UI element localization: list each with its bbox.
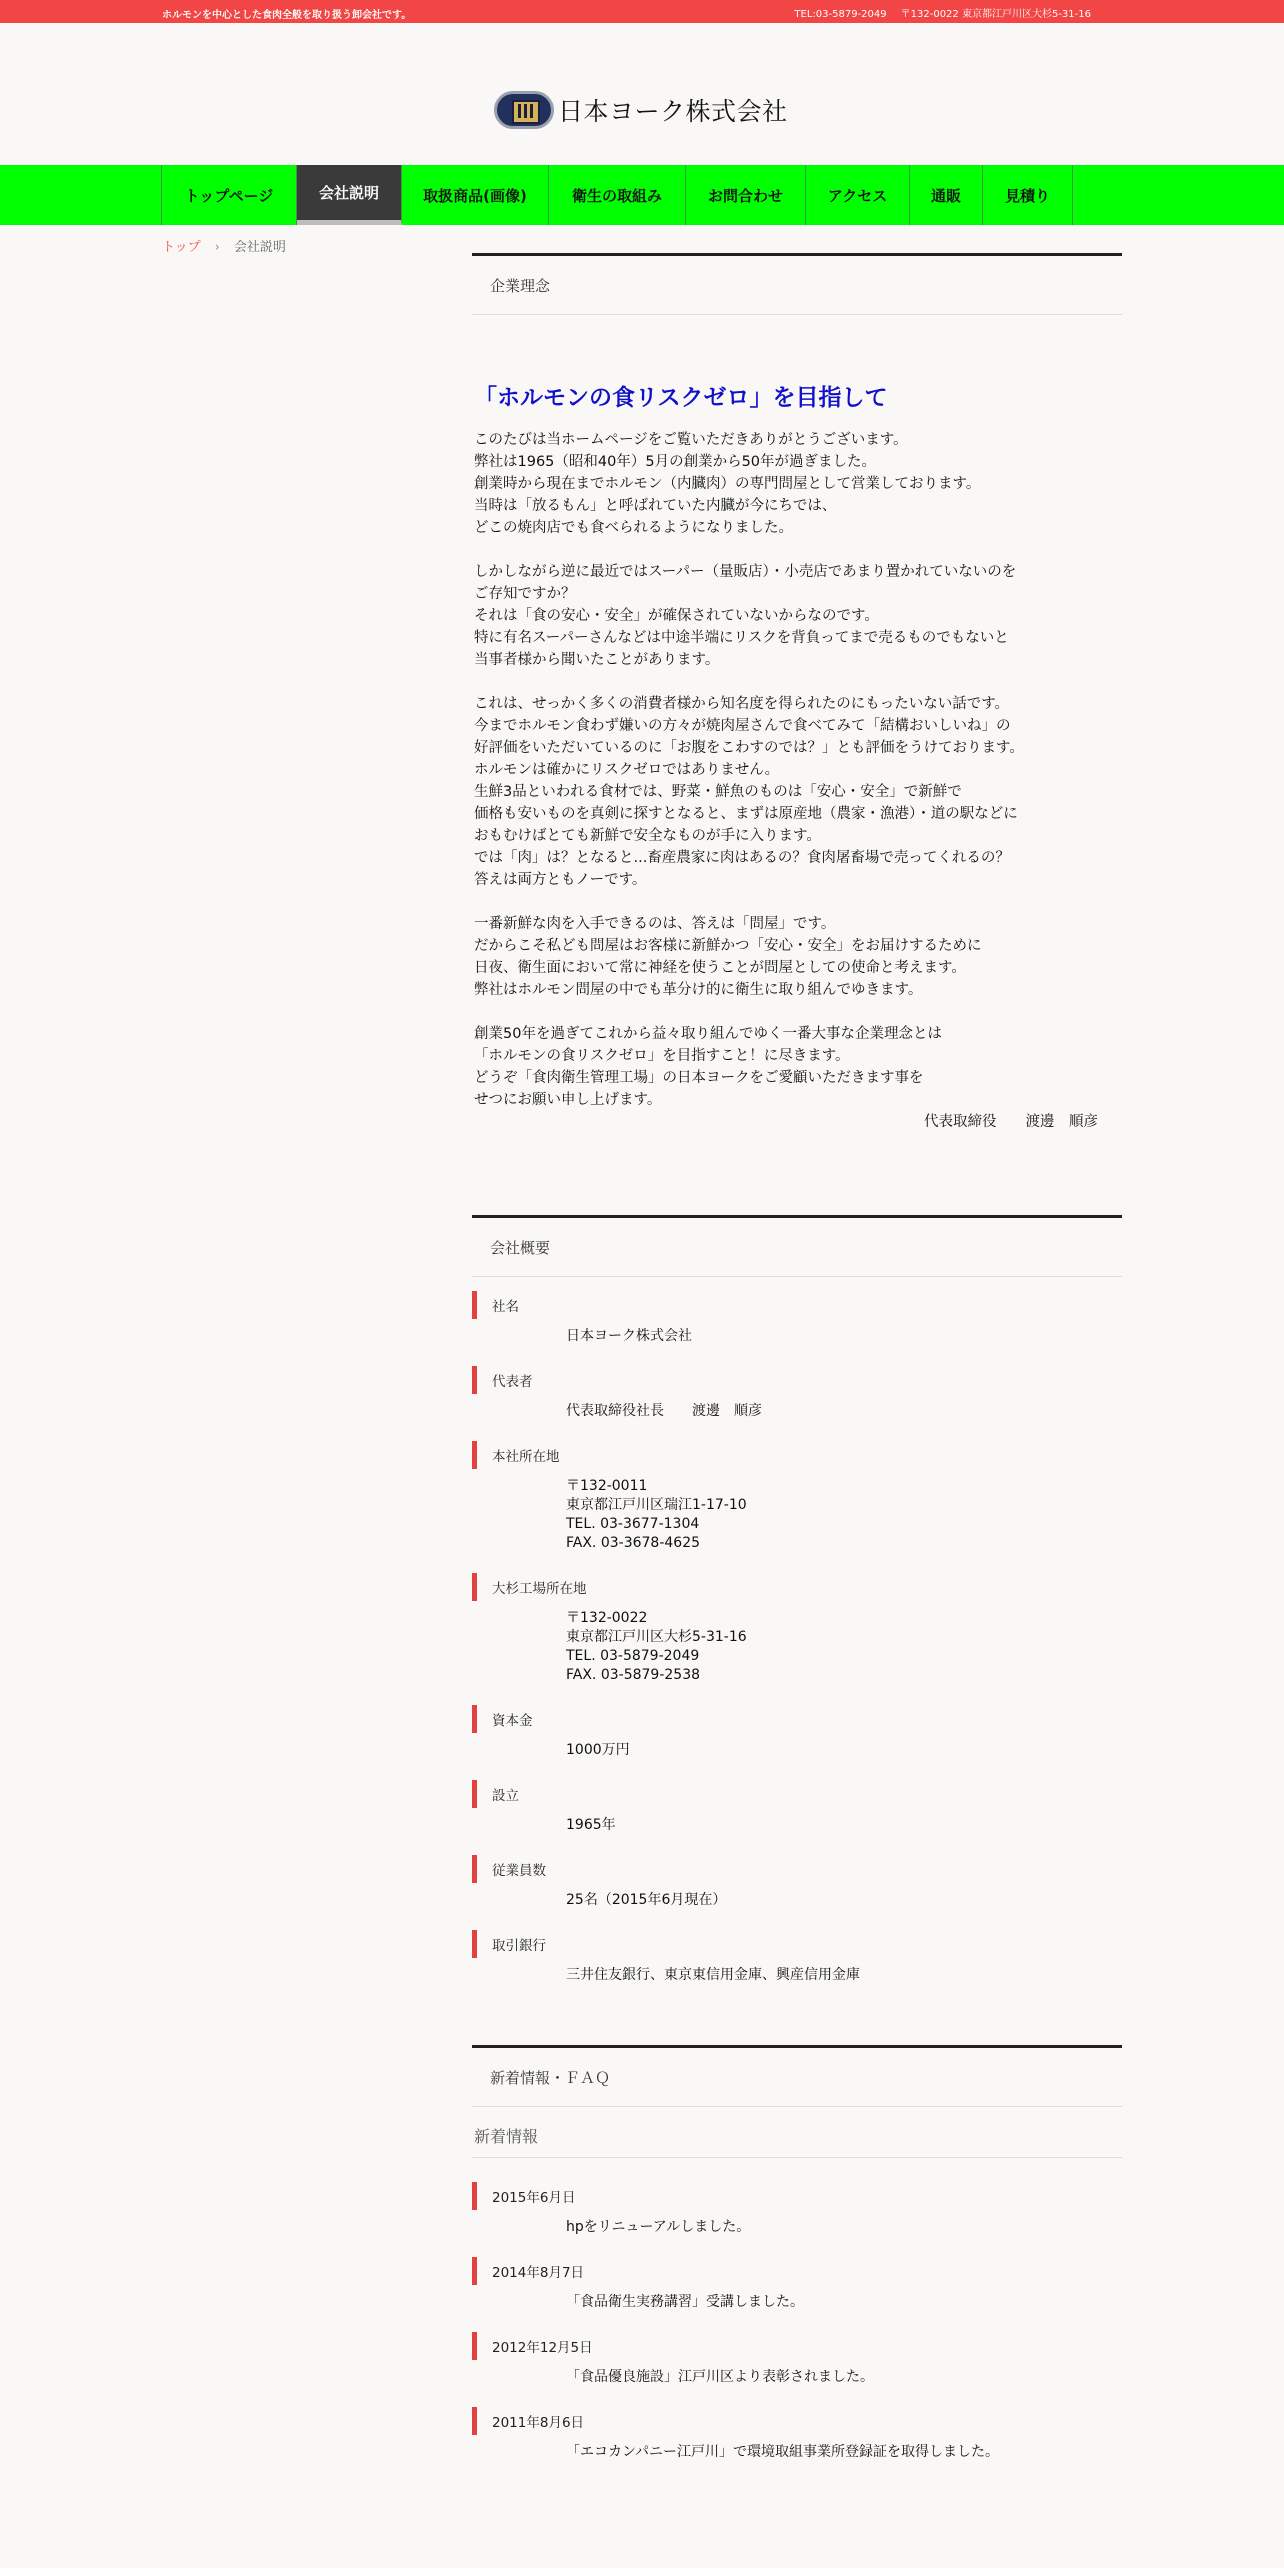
philosophy-paragraph: 一番新鮮な肉を入手できるのは、答えは「問屋」です。 だからこそ私ども問屋はお客様に新鮮かつ「安心・安全」をお届けするために 日夜、衛生面において常に神経を使うことが問屋としての使命と考えます。 弊社はホルモン問屋の中でも革分け的に衛生に取り組んでゆきます。 (474, 916, 982, 998)
philosophy-paragraph: これは、せっかく多くの消費者様から知名度を得られたのにもったいない話です。 今までホルモン食わず嫌いの方々が焼肉屋さんで食べてみて「結構おいしいね」の 好評価をいただいているのに「お腹をこわすのでは？」とも評価をうけております。 ホルモンは確かにリスクゼロではありません。 生鮮3品といわれる食材では、野菜・鮮魚のものは「安心・安全」で新鮮で 価格も安いものを真剣に探すとなると、まずは原産地（農家・漁港）・道の駅などに おもむけばとても新鮮で安全なものが手に入ります。 では「肉」は？となると...畜産農家に肉はあるの？食肉屠畜場で売ってくれるの？ 答えは両方ともノーです。 (474, 696, 1024, 888)
overview-value: 〒132-0011 東京都江戸川区瑞江1-17-10 TEL. 03-3677-1304 FAX. 03-3678-4625 (566, 1478, 747, 1551)
overview-item (472, 1930, 1122, 1985)
news-item (472, 2407, 1122, 2462)
news-label: 2014年8月7日 (472, 2257, 1122, 2285)
overview-label: 社名 (472, 1291, 1122, 1319)
section-title-overview: 会社概要 (472, 1215, 1122, 1277)
nav-item[interactable]: 通販 (910, 165, 983, 225)
news-value: 「食品衛生実務講習」受講しました。 (566, 2294, 804, 2310)
overview-value: 日本ヨーク株式会社 (566, 1328, 692, 1344)
representative-signature: 代表取締役 渡邊 順彦 (924, 1114, 1098, 1130)
philosophy-body (474, 429, 1122, 1133)
news-label: 2015年6月日 (472, 2182, 1122, 2210)
news-list (472, 2182, 1122, 2462)
philosophy-paragraph: しかしながら逆に最近ではスーパー（量販店）・小売店であまり置かれていないのを ご存知ですか？ それは「食の安心・安全」が確保されていないからなのです。 特に有名スーパーさんなどは中途半端にリスクを背負ってまで売るものでもないと 当事者様から聞いたことがあります。 (474, 564, 1017, 668)
overview-label: 取引銀行 (472, 1930, 1122, 1958)
nav-item[interactable]: 衛生の取組み (549, 165, 686, 225)
breadcrumb-separator: › (214, 240, 220, 255)
header-tel: TEL:03-5879-2049 (794, 9, 887, 20)
overview-item (472, 1855, 1122, 1910)
overview-item (472, 1705, 1122, 1760)
nav-item[interactable]: 取扱商品(画像) (402, 165, 549, 225)
company-emblem-icon (494, 91, 554, 129)
overview-label: 本社所在地 (472, 1441, 1122, 1469)
breadcrumb-current: 会社説明 (233, 240, 286, 255)
news-item (472, 2182, 1122, 2237)
news-label: 2011年8月6日 (472, 2407, 1122, 2435)
overview-label: 代表者 (472, 1366, 1122, 1394)
overview-value: 代表取締役社長 渡邊 順彦 (566, 1403, 762, 1419)
nav-item[interactable]: アクセス (806, 165, 910, 225)
overview-label: 資本金 (472, 1705, 1122, 1733)
header-address: 〒132-0022 東京都江戸川区大杉5-31-16 (900, 9, 1091, 20)
news-value: 「食品優良施設」江戸川区より表彰されました。 (566, 2369, 874, 2385)
news-subheading: 新着情報 (472, 2124, 1122, 2158)
section-title-philosophy: 企業理念 (472, 253, 1122, 315)
news-label: 2012年12月5日 (472, 2332, 1122, 2360)
overview-value: 〒132-0022 東京都江戸川区大杉5-31-16 TEL. 03-5879-2049 FAX. 03-5879-2538 (566, 1610, 747, 1683)
site-logo[interactable] (494, 90, 788, 130)
nav-item[interactable]: 会社説明 (297, 165, 402, 225)
nav-item[interactable]: トップページ (162, 165, 297, 225)
philosophy-paragraph: このたびは当ホームページをご覧いただきありがとうございます。 弊社は1965（昭和40年）5月の創業から50年が過ぎました。 創業時から現在までホルモン（内臓肉）の専門問屋として営業しております。 当時は「放るもん」と呼ばれていた内臓が今にちでは、 どこの焼肉店でも食べられるようになりました。 (474, 432, 981, 536)
news-item (472, 2257, 1122, 2312)
news-value: hpをリニューアルしました。 (566, 2219, 751, 2235)
overview-value: 1965年 (566, 1817, 616, 1833)
main-nav (0, 165, 1284, 225)
philosophy-headline: 「ホルモンの食リスクゼロ」を目指して (474, 385, 888, 411)
overview-item (472, 1366, 1122, 1421)
top-info-bar (0, 0, 1284, 23)
overview-item (472, 1780, 1122, 1835)
philosophy-paragraph: 創業50年を過ぎてこれから益々取り組んでゆく一番大事な企業理念とは 「ホルモンの食リスクゼロ」を目指すこと！に尽きます。 どうぞ「食肉衛生管理工場」の日本ヨークをご愛顧いただきます事を せつにお願い申し上げます。 (474, 1026, 942, 1108)
overview-item (472, 1573, 1122, 1685)
overview-label: 従業員数 (472, 1855, 1122, 1883)
section-title-news: 新着情報・ＦＡＱ (472, 2045, 1122, 2107)
news-item (472, 2332, 1122, 2387)
overview-label: 大杉工場所在地 (472, 1573, 1122, 1601)
overview-item (472, 1291, 1122, 1346)
overview-value: 三井住友銀行、東京東信用金庫、興産信用金庫 (566, 1967, 860, 1983)
news-value: 「エコカンパニー江戸川」で環境取組事業所登録証を取得しました。 (566, 2444, 1000, 2460)
nav-item[interactable]: お問合わせ (686, 165, 806, 225)
nav-list (161, 165, 1073, 225)
breadcrumb-home-link[interactable]: トップ (162, 240, 201, 255)
company-overview-list (472, 1291, 1122, 1985)
overview-label: 設立 (472, 1780, 1122, 1808)
overview-value: 25名（2015年6月現在） (566, 1892, 727, 1908)
company-name: 日本ヨーク株式会社 (558, 97, 788, 126)
site-tagline: ホルモンを中心とした食肉全般を取り扱う卸会社です。 (162, 10, 412, 21)
overview-item (472, 1441, 1122, 1553)
header-contact (794, 5, 1091, 20)
main-content (472, 253, 1122, 2482)
overview-value: 1000万円 (566, 1742, 630, 1758)
nav-item[interactable]: 見積り (983, 165, 1073, 225)
breadcrumb (162, 236, 286, 255)
